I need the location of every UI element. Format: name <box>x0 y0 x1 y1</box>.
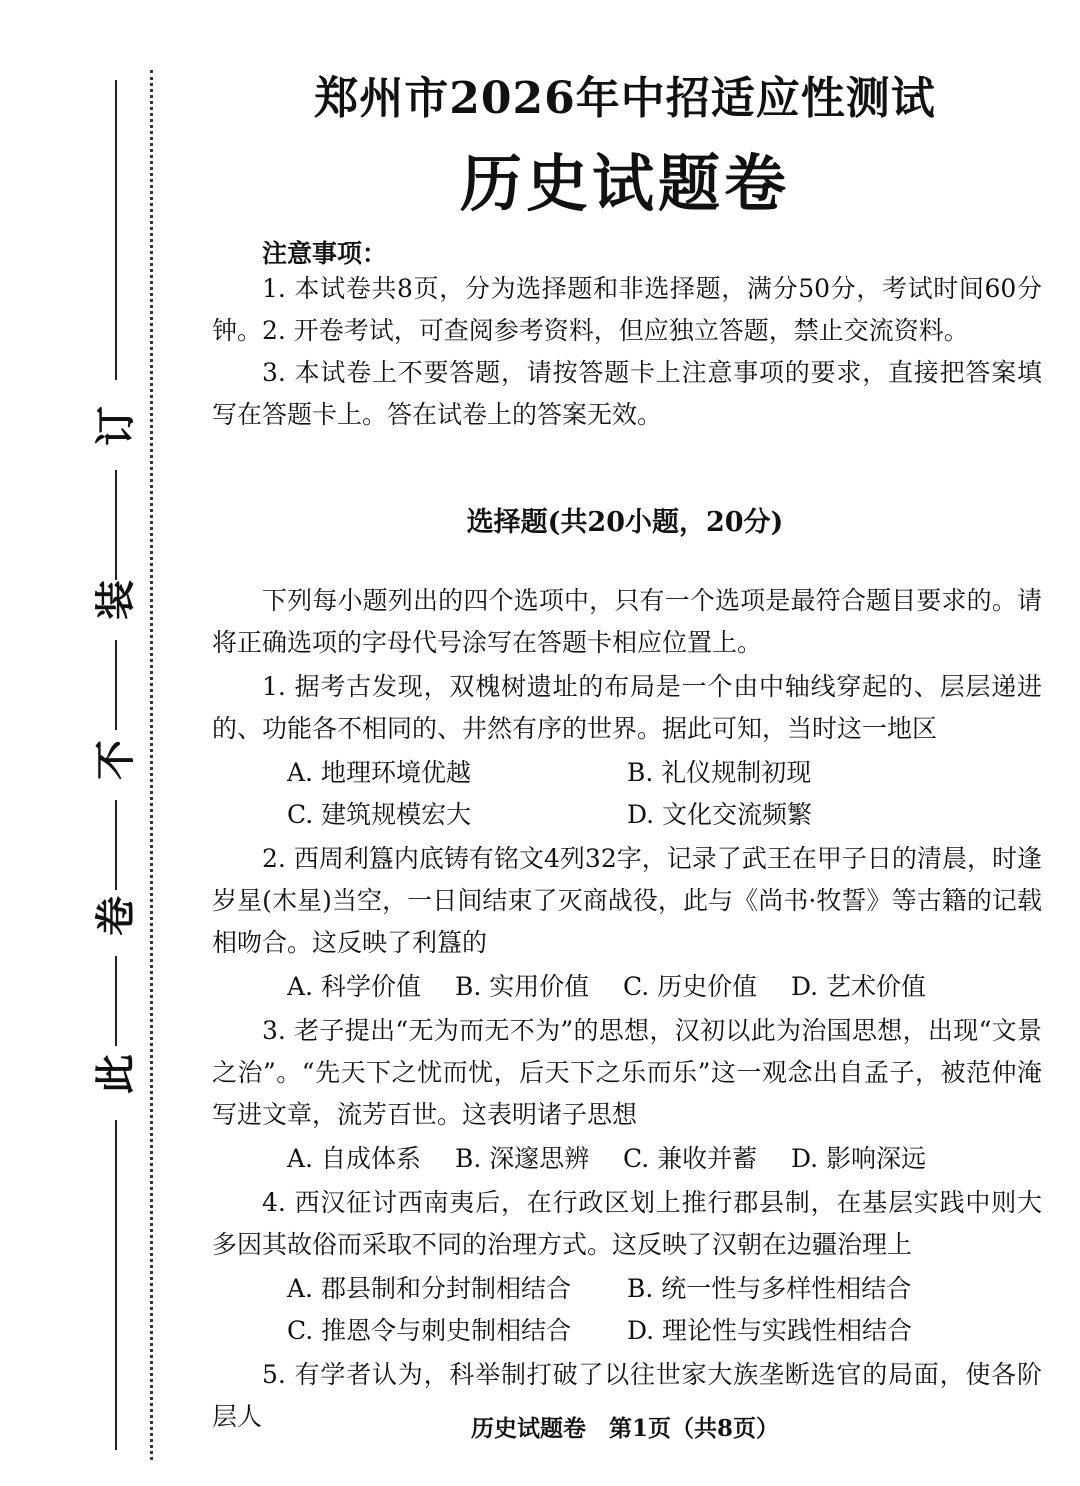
binding-char: 此 <box>92 1054 139 1094</box>
binding-line <box>115 800 117 890</box>
option: D. 影响深远 <box>791 1144 927 1173</box>
question-stem: 5. 有学者认为，科举制打破了以往世家大族垄断选官的局面，使各阶层人 <box>212 1360 1042 1431</box>
binding-line <box>115 1120 117 1450</box>
question-stem: 4. 西汉征讨西南夷后，在行政区划上推行郡县制，在基层实践中则大多因其故俗而采取不同的治理方式。这反映了汉朝在边疆治理上 <box>212 1188 1042 1259</box>
option: B. 礼仪规制初现 <box>627 758 812 787</box>
binding-line <box>115 956 117 1046</box>
option: D. 理论性与实践性相结合 <box>627 1316 913 1345</box>
option: C. 建筑规模宏大 <box>287 800 472 829</box>
binding-char: 订 <box>92 406 139 446</box>
question-options <box>287 752 1047 836</box>
notice-item: 2. 开卷考试，可查阅参考资料，但应独立答题，禁止交流资料。 <box>262 316 969 345</box>
binding-line <box>115 640 117 730</box>
page-footer: 历史试题卷 第1页（共8页） <box>470 1415 779 1442</box>
section-instruction: 下列每小题列出的四个选项中，只有一个选项是最符合题目要求的。请将正确选项的字母代号涂写在答题卡相应位置上。 <box>212 586 1042 657</box>
paper-subtitle: 历史试题卷 <box>459 147 790 220</box>
question-stem: 1. 据考古发现，双槐树遗址的布局是一个由中轴线穿起的、层层递进的、功能各不相同的、井然有序的世界。据此可知，当时这一地区 <box>212 672 1042 743</box>
exam-title: 郑州市2026年中招适应性测试 <box>314 73 936 124</box>
option: C. 兼收并蓄 <box>623 1144 758 1173</box>
option: B. 统一性与多样性相结合 <box>627 1274 912 1303</box>
question-options <box>287 1138 1047 1180</box>
binding-line <box>115 470 117 580</box>
notice-item: 1. 本试卷共8页，分为选择题和非选择题，满分50分，考试时间60分钟。 <box>212 274 1042 345</box>
binding-char: 装 <box>92 580 139 620</box>
question-options <box>287 1268 1047 1352</box>
notice-heading: 注意事项： <box>262 239 388 268</box>
binding-char: 卷 <box>92 896 139 936</box>
option: A. 地理环境优越 <box>287 758 471 787</box>
option: D. 文化交流频繁 <box>627 800 813 829</box>
option: B. 深邃思辨 <box>455 1144 590 1173</box>
binding-char: 不 <box>92 740 139 780</box>
question-options <box>287 966 1047 1008</box>
option: A. 科学价值 <box>287 972 421 1001</box>
option: D. 艺术价值 <box>791 972 927 1001</box>
question-stem: 2. 西周利簋内底铸有铭文4列32字，记录了武王在甲子日的清晨，时逢岁星(木星)当空，一日间结束了灭商战役，此与《尚书·牧誓》等古籍的记载相吻合。这反映了利簋的 <box>212 844 1042 957</box>
section-title: 选择题(共20小题，20分) <box>466 507 784 538</box>
option: C. 推恩令与刺史制相结合 <box>287 1316 572 1345</box>
option: B. 实用价值 <box>455 972 590 1001</box>
binding-line <box>115 80 117 380</box>
notice-item: 3. 本试卷上不要答题，请按答题卡上注意事项的要求，直接把答案填写在答题卡上。答在试卷上的答案无效。 <box>212 358 1042 429</box>
option: A. 自成体系 <box>287 1144 421 1173</box>
binding-margin <box>88 60 168 1460</box>
question-stem: 3. 老子提出“无为而无不为”的思想，汉初以此为治国思想，出现“文景之治”。“先天下之忧而忧，后天下之乐而乐”这一观念出自孟子，被范仲淹写进文章，流芳百世。这表明诸子思想 <box>212 1016 1042 1129</box>
option: A. 郡县制和分封制相结合 <box>287 1274 571 1303</box>
option: C. 历史价值 <box>623 972 758 1001</box>
dotted-cut-line <box>150 70 153 1460</box>
